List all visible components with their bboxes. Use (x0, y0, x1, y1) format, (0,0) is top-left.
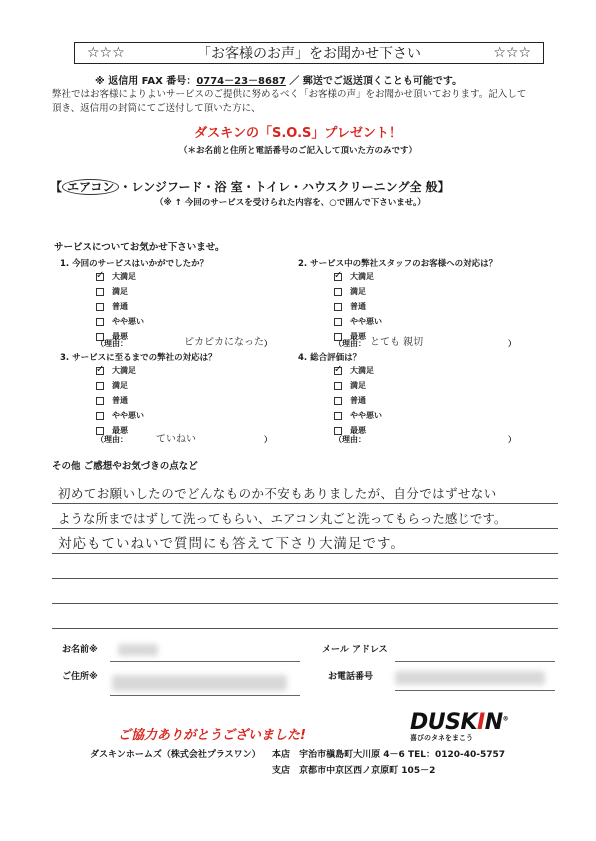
logo-wordmark: DUSKIN® (410, 710, 509, 735)
option-label: 普通 (350, 302, 366, 311)
name-label: お名前※ (62, 645, 98, 655)
check-mark-icon: ✓ (96, 269, 105, 281)
reason-close: ） (508, 339, 516, 348)
option-label: やや悪い (112, 411, 144, 420)
checkbox[interactable] (96, 363, 105, 375)
q4-label: 4. 総合評価は？ (298, 353, 362, 363)
q1-option[interactable] (96, 286, 128, 297)
fax-suffix: ／ 郵送でご返送頂くことも可能です。 (289, 76, 463, 87)
q2-option[interactable] (334, 286, 366, 297)
reason-label: （理由： (96, 435, 128, 444)
option-label: やや悪い (112, 317, 144, 326)
q2-option[interactable] (334, 271, 374, 282)
fax-prefix: ※ 返信用 FAX 番号： (95, 76, 197, 87)
option-label: 満足 (112, 287, 128, 296)
q3-option[interactable] (96, 365, 136, 376)
q3-label: 3. サービスに至るまでの弊社の対応は？ (60, 353, 217, 363)
checkbox[interactable] (96, 269, 105, 281)
reason-close: ） (508, 435, 516, 444)
comment-text-1: 初めてお願いしたのでどんなものか不安もありましたが、自分ではずせない (58, 486, 497, 501)
email-label: メール アドレス (322, 645, 388, 655)
comment-line (52, 528, 558, 529)
q2-label: 2. サービス中の弊社スタッフのお客様への対応は？ (298, 259, 498, 269)
q1-label: 1. 今回のサービスはいかがでしたか？ (60, 259, 209, 269)
logo-text-a: DUSK (410, 710, 478, 735)
comment-line (52, 553, 558, 554)
option-label: 満足 (350, 381, 366, 390)
intro-line-1: 弊社ではお客様によりよいサービスのご提供に努めるべく「お客様の声」をお聞かせ頂いております。記入して (52, 89, 527, 100)
phone-label: お電話番号 (328, 672, 374, 682)
checkbox[interactable] (96, 397, 104, 405)
option-label: 最悪 (350, 332, 366, 341)
fax-line (95, 72, 462, 87)
logo-text-n: N (484, 710, 503, 735)
option-label: 普通 (350, 396, 366, 405)
checkbox[interactable] (96, 288, 104, 296)
checkbox[interactable] (334, 382, 342, 390)
option-label: 最悪 (350, 426, 366, 435)
reason-label: （理由： (334, 339, 366, 348)
option-label: 最悪 (112, 426, 128, 435)
company-name: ダスキンホームズ（株式会社プラスワン） (90, 750, 261, 760)
q4-option[interactable] (334, 380, 366, 391)
comment-line (52, 578, 558, 579)
q4-option[interactable] (334, 410, 382, 421)
name-redacted (118, 644, 158, 656)
option-label: 大満足 (112, 272, 136, 281)
q2-reason[interactable] (334, 338, 516, 349)
sos-present-title: ダスキンの「S.O.S」プレゼント！ (194, 126, 402, 141)
logo-text-i: I (477, 710, 485, 735)
email-field[interactable] (395, 661, 555, 662)
fax-number: 0774－23－8687 (196, 76, 286, 87)
address-field[interactable] (110, 695, 300, 696)
checkbox[interactable] (334, 397, 342, 405)
survey-heading: サービスについてお気かせ下さいませ。 (54, 242, 225, 253)
address-redacted (112, 675, 287, 691)
option-label: やや悪い (350, 317, 382, 326)
name-field[interactable] (110, 661, 300, 662)
thanks-message: ご協力ありがとうございました! (118, 728, 306, 743)
comment-line (52, 628, 558, 629)
comment-line (52, 503, 558, 504)
check-mark-icon: ✓ (334, 363, 343, 375)
main-office-label: 本店 (272, 750, 291, 760)
q3-reason[interactable] (96, 434, 272, 445)
option-label: 満足 (350, 287, 366, 296)
circled-service: エアコン (62, 179, 119, 195)
phone-field[interactable] (395, 690, 555, 691)
q1-option[interactable] (96, 271, 136, 282)
intro-text (52, 88, 562, 116)
checkbox[interactable] (334, 288, 342, 296)
checkbox[interactable] (96, 412, 104, 420)
reason-close: ） (264, 435, 272, 444)
q4-reason[interactable] (334, 434, 516, 445)
stars-right: ☆☆☆ (493, 45, 531, 61)
q1-reason[interactable] (96, 338, 272, 349)
comment-text-2: ような所まではずして洗ってもらい、エアコン丸ごと洗ってもらった感じです。 (58, 511, 507, 526)
intro-line-2: 頂き、返信用の封筒にてご送付して頂いた方に、 (52, 103, 261, 114)
checkbox[interactable] (96, 303, 104, 311)
option-label: 普通 (112, 396, 128, 405)
option-label: やや悪い (350, 411, 382, 420)
q2-option[interactable] (334, 316, 382, 327)
checkbox[interactable] (334, 318, 342, 326)
q1-option[interactable] (96, 301, 128, 312)
option-label: 大満足 (350, 366, 374, 375)
page-title: 「お客様のお声」をお聞かせ下さい (197, 46, 421, 62)
service-list-rest: ・レンジフード・浴 室・トイレ・ハウスクリーニング全 般 (119, 180, 438, 194)
reason-label: （理由： (334, 435, 366, 444)
checkbox[interactable] (96, 318, 104, 326)
checkbox[interactable] (334, 363, 343, 375)
comment-line (52, 603, 558, 604)
bracket-close: 】 (437, 180, 450, 194)
q2-reason-text: とても 親切 (370, 337, 424, 348)
q2-option[interactable] (334, 301, 366, 312)
q3-option[interactable] (96, 395, 128, 406)
q4-option[interactable] (334, 395, 366, 406)
logo-tagline: 喜びのタネをまこう (410, 734, 473, 742)
duskin-logo (410, 710, 508, 743)
option-label: 最悪 (112, 332, 128, 341)
q1-option[interactable] (96, 316, 144, 327)
reason-label: （理由： (96, 339, 128, 348)
check-mark-icon: ✓ (334, 269, 343, 281)
q4-option[interactable] (334, 365, 374, 376)
option-label: 大満足 (350, 272, 374, 281)
main-office-address: 宇治市槇島町大川原 4－6 TEL：0120-40-5757 (299, 750, 506, 760)
q1-reason-text: ピカピカになった (184, 337, 264, 348)
checkbox[interactable] (96, 382, 104, 390)
sos-present-note: （＊お名前と住所と電話番号のご記入して頂いた方のみです） (178, 146, 417, 156)
option-label: 満足 (112, 381, 128, 390)
branch-office (272, 763, 435, 776)
phone-redacted (395, 671, 545, 685)
stars-left: ☆☆☆ (87, 45, 125, 61)
address-label: ご住所※ (62, 672, 98, 682)
option-label: 普通 (112, 302, 128, 311)
checkbox[interactable] (334, 303, 342, 311)
main-office (272, 747, 505, 760)
reason-close: ） (264, 339, 272, 348)
option-label: 大満足 (112, 366, 136, 375)
comment-text-3: 対応もていねいで質問にも答えて下さり大満足です。 (58, 536, 405, 552)
q3-option[interactable] (96, 410, 144, 421)
checkbox[interactable] (334, 412, 342, 420)
bracket-open: 【 (50, 180, 63, 194)
title-box (74, 42, 544, 64)
q3-reason-text: ていねい (156, 434, 196, 445)
comments-heading: その他 ご感想やお気づきの点など (52, 461, 198, 472)
service-note: （※ ↑ 今回のサービスを受けられた内容を、○で囲んで下さいませ。） (155, 198, 426, 208)
checkbox[interactable] (334, 269, 343, 281)
check-mark-icon: ✓ (96, 363, 105, 375)
q3-option[interactable] (96, 380, 128, 391)
branch-office-address: 京都市中京区西ノ京原町 105－2 (299, 766, 436, 776)
branch-office-label: 支店 (272, 766, 291, 776)
service-list (50, 178, 450, 195)
